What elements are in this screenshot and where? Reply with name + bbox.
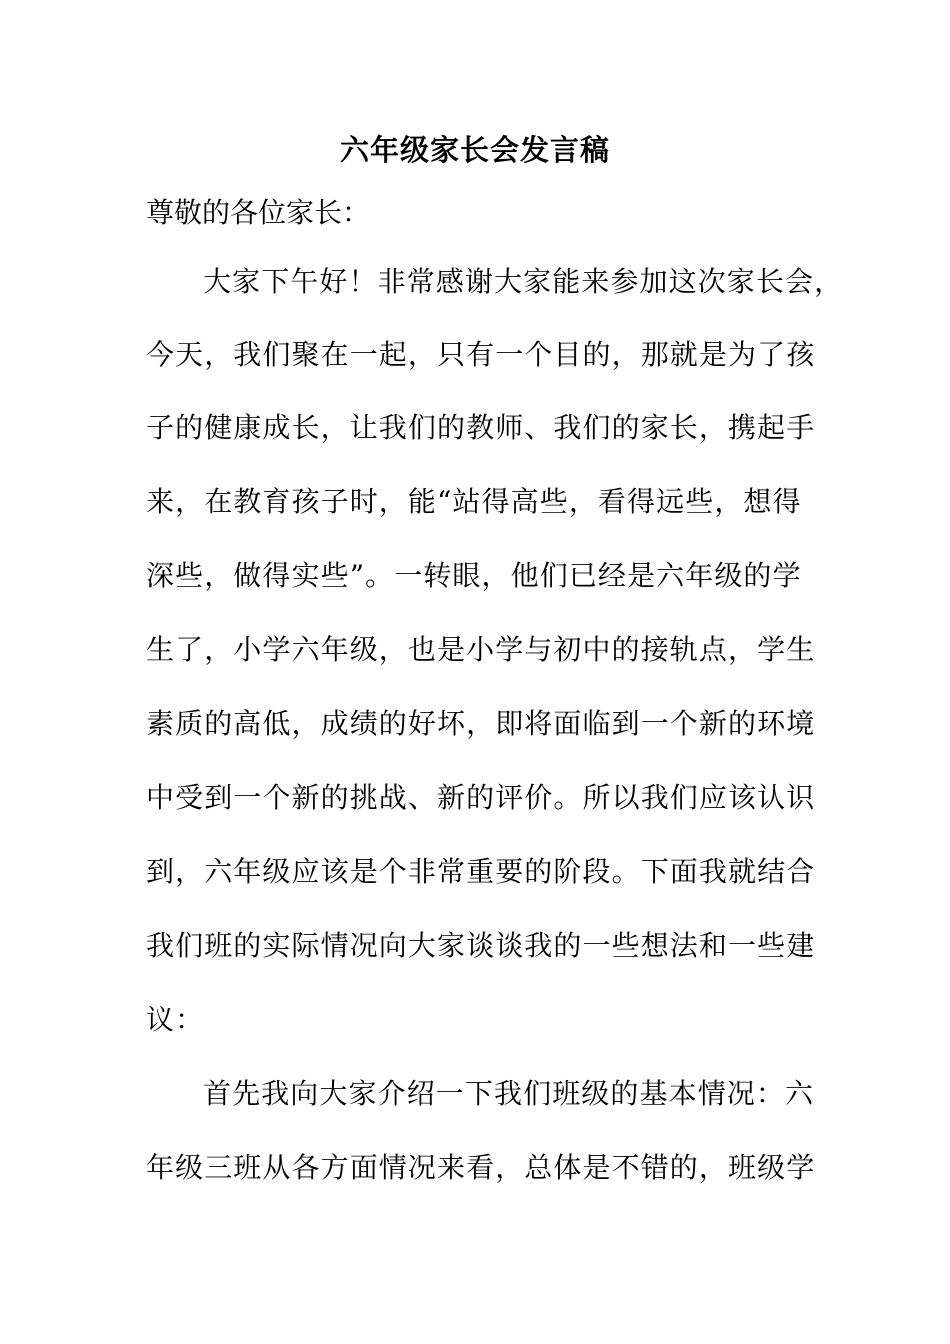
paragraph-line: 议： xyxy=(146,1003,205,1036)
paragraph-line: 中受到一个新的挑战、新的评价。所以我们应该认识 xyxy=(146,781,816,814)
paragraph-line: 年级三班从各方面情况来看，总体是不错的，班级学 xyxy=(146,1151,816,1184)
paragraph-line: 我们班的实际情况向大家谈谈我的一些想法和一些建 xyxy=(146,929,816,962)
paragraph-line: 深些，做得实些”。一转眼，他们已经是六年级的学 xyxy=(146,559,802,592)
paragraph-line: 来，在教育孩子时，能“站得高些，看得远些，想得 xyxy=(146,485,802,518)
paragraph-line: 到，六年级应该是个非常重要的阶段。下面我就结合 xyxy=(146,855,816,888)
paragraph-line: 今天，我们聚在一起，只有一个目的，那就是为了孩 xyxy=(146,338,816,371)
paragraph-line: 生了，小学六年级，也是小学与初中的接轨点，学生 xyxy=(146,633,816,666)
salutation: 尊敬的各位家长： xyxy=(146,196,371,229)
document-title: 六年级家长会发言稿 xyxy=(339,133,610,167)
paragraph-line: 大家下午好！非常感谢大家能来参加这次家长会， xyxy=(203,265,844,298)
paragraph-line: 子的健康成长，让我们的教师、我们的家长，携起手 xyxy=(146,411,816,444)
paragraph-line: 素质的高低，成绩的好坏，即将面临到一个新的环境 xyxy=(146,707,816,740)
paragraph-line: 首先我向大家介绍一下我们班级的基本情况：六 xyxy=(203,1077,815,1110)
